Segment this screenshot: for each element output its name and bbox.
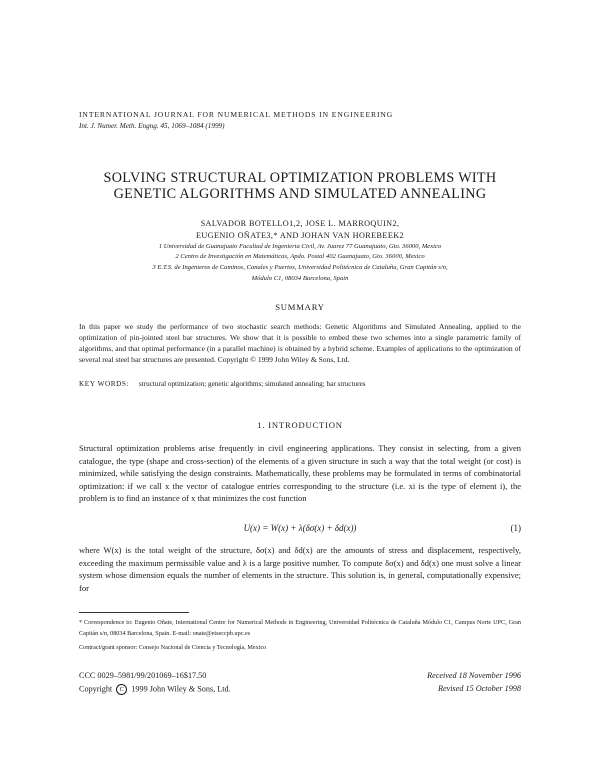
journal-citation: Int. J. Numer. Meth. Engng. 45, 1069–1084 (1999) <box>79 122 225 130</box>
equation-1-formula: U(x) = W(x) + λ(δσ(x) + δd(x)) <box>243 523 357 533</box>
affiliation-2: 2 Centro de Investigación en Matemáticas, Apdo. Postal 402 Guanajuato, Gto. 36000, Mexico <box>175 253 425 260</box>
equation-1 <box>79 523 521 537</box>
revised-date: Revised 15 October 1998 <box>438 684 521 693</box>
copyright-word: Copyright <box>79 684 113 694</box>
paper-title-line-1: SOLVING STRUCTURAL OPTIMIZATION PROBLEMS WITH <box>103 170 497 186</box>
copyright-rest: 1999 John Wiley & Sons, Ltd. <box>131 684 231 694</box>
copyright-symbol-icon: C <box>116 684 127 695</box>
equation-1-number: (1) <box>510 523 521 533</box>
intro-paragraph-2: where W(x) is the total weight of the structure, δσ(x) and δd(x) are the amounts of stress and displacement, respectively, exceeding the maximum permissible value and λ is a large positive number. To compute δσ(x) and δd(x) one must solve a linear system whose dimension equals the number of elements in the structure. This solution is, in general, computationally expensive; for <box>79 545 521 593</box>
footnote-rule <box>79 612 189 613</box>
copyright-line <box>79 684 231 695</box>
authors-line-2: EUGENIO OÑATE3,* AND JOHAN VAN HOREBEEK2 <box>195 231 405 240</box>
summary-heading: SUMMARY <box>275 302 325 312</box>
received-date: Received 18 November 1996 <box>427 671 521 680</box>
keywords <box>79 380 365 388</box>
paper-title-line-2: GENETIC ALGORITHMS AND SIMULATED ANNEALING <box>113 186 487 202</box>
keywords-label: KEY WORDS: <box>79 380 130 388</box>
intro-paragraph-1: Structural optimization problems arise frequently in civil engineering applications. They consist in selecting, from a given catalogue, the type (shape and cross-section) of the elements of a given structure in such a way that the total weight (or cost) is minimized, while satisfying the design constraints. Mathematically, these problems may be formulated in terms of combinatorial optimization: if we call x the vector of catalogue entries corresponding to the structure (i.e. xi is the type of element i), the problem is to find an instance of x that minimizes the cost function <box>79 443 521 504</box>
introduction-heading: 1. INTRODUCTION <box>257 420 343 430</box>
footnote-sponsor: Contract/grant sponsor: Consejo Nacional de Ciencia y Tecnología, Mexico <box>79 644 267 651</box>
summary-text: In this paper we study the performance of two stochastic search methods: Genetic Algorithms and Simulated Annealing, applied to the optimization of pin-jointed steel bar structures. We show that it is possible to embed these two schemes into a single parametric family of algorithms, and that optimal performance (in a parallel machine) is obtained by a hybrid scheme. Examples of applications to the optimization of several real steel bar structures are presented. Copyright © 1999 John Wiley & Sons, Ltd. <box>79 322 521 364</box>
authors-line-1: SALVADOR BOTELLO1,2, JOSE L. MARROQUIN2, <box>200 219 400 228</box>
journal-name: INTERNATIONAL JOURNAL FOR NUMERICAL METHODS IN ENGINEERING <box>79 110 394 119</box>
affiliation-1: 1 Universidad de Guanajuato Facultad de Ingenieria Civil, Av. Juarez 77 Guanajuato, Gto. 36000, Mexico <box>158 243 442 250</box>
keywords-text: structural optimization; genetic algorithms; simulated annealing; bar structures <box>138 380 366 388</box>
ccc-code: CCC 0029–5981/99/201069–16$17.50 <box>79 671 207 680</box>
footnote-correspondence: * Correspondence to: Eugenio Oñate, International Centre for Numerical Methods in Engineering, Universidad Politécnica de Cataluña Módulo C1, Campus Norte UPC, Gran Capitán s/n, 08034 Barcelona, Spain. E-mail: onate@etseccpb.upc.es <box>79 619 521 637</box>
affiliation-3: 3 E.T.S. de Ingenieros de Caminos, Canales y Puertos, Universidad Politécnica de Cataluña, Gran Capitán s/n, <box>152 264 448 271</box>
affiliation-3-cont: Módulo C1, 08034 Barcelona, Spain <box>251 275 349 282</box>
